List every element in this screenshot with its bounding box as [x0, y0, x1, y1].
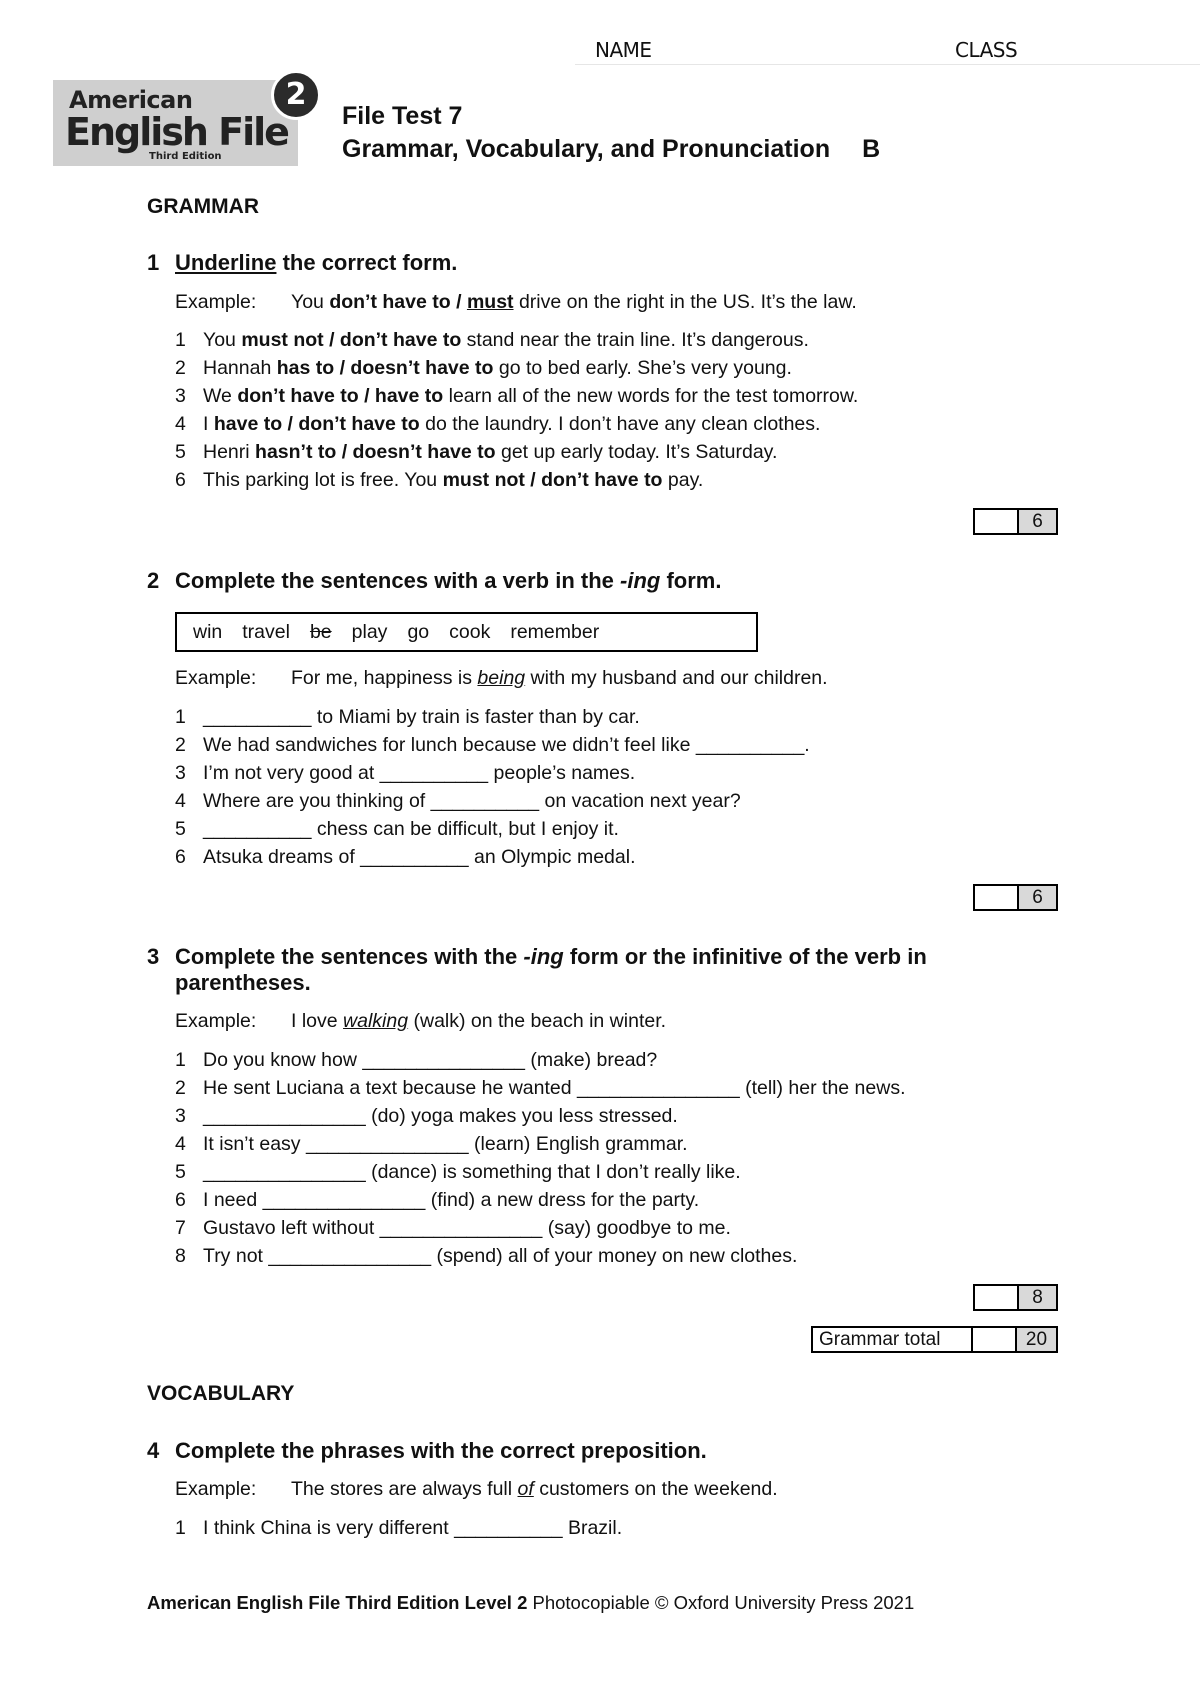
list-item	[175, 1217, 731, 1240]
item-pre: Hannah	[203, 357, 277, 379]
item-text[interactable]: I think China is very different __________ Brazil.	[203, 1517, 623, 1539]
test-title: File Test 7	[342, 102, 463, 130]
instruction-text: Complete the sentences with a verb in the	[175, 568, 620, 593]
item-options[interactable]: must not / don’t have to	[442, 469, 663, 491]
item-number: 2	[175, 1077, 186, 1099]
word-bank-item: remember	[510, 621, 600, 643]
item-number: 6	[175, 1189, 186, 1211]
grammar-total-max: 20	[1017, 1328, 1056, 1351]
example-answer: being	[477, 667, 526, 689]
item-number: 1	[175, 706, 186, 728]
vocabulary-heading: VOCABULARY	[147, 1382, 295, 1405]
question-1-instruction	[147, 250, 457, 276]
item-text[interactable]: __________ chess can be difficult, but I enjoy it.	[203, 818, 619, 840]
instruction-ing: -ing	[523, 944, 564, 969]
example-separator: /	[450, 291, 467, 313]
item-number: 3	[175, 385, 186, 407]
question-number: 1	[147, 250, 160, 275]
score-max: 6	[1019, 886, 1056, 909]
item-number: 5	[175, 441, 186, 463]
question-4-instruction	[147, 1438, 707, 1464]
item-number: 4	[175, 413, 186, 435]
item-number: 2	[175, 734, 186, 756]
list-item	[175, 1245, 797, 1268]
item-number: 3	[175, 1105, 186, 1127]
underline-word: Underline	[175, 250, 277, 275]
score-entry[interactable]	[975, 1286, 1019, 1309]
item-pre: You	[203, 329, 242, 351]
item-text[interactable]: _______________ (dance) is something that I don’t really like.	[203, 1161, 741, 1183]
list-item	[175, 413, 820, 436]
example-pre: I love	[291, 1010, 344, 1032]
item-text[interactable]: Do you know how _______________ (make) bread?	[203, 1049, 658, 1071]
score-entry[interactable]	[975, 510, 1019, 533]
list-item	[175, 818, 619, 841]
instruction-text-end: form.	[660, 568, 722, 593]
item-text[interactable]: I need _______________ (find) a new dress for the party.	[203, 1189, 700, 1211]
total-entry[interactable]	[973, 1328, 1017, 1351]
item-number: 5	[175, 818, 186, 840]
list-item	[175, 790, 741, 813]
question-2-instruction	[147, 568, 721, 594]
item-number: 5	[175, 1161, 186, 1183]
item-number: 8	[175, 1245, 186, 1267]
item-text[interactable]: _______________ (do) yoga makes you less stressed.	[203, 1105, 678, 1127]
grammar-total-box	[811, 1326, 1058, 1353]
list-item	[175, 734, 810, 757]
list-item	[175, 1105, 678, 1128]
example-post: drive on the right in the US. It’s the law.	[513, 291, 857, 313]
question-3-instruction	[147, 944, 927, 996]
item-number: 4	[175, 1133, 186, 1155]
example-answer: walking	[343, 1010, 409, 1032]
score-entry[interactable]	[975, 886, 1019, 909]
instruction-text-line2: parentheses.	[175, 970, 311, 995]
footer-title: American English File Third Edition Level 2	[147, 1592, 528, 1613]
item-text[interactable]: I’m not very good at __________ people’s names.	[203, 762, 636, 784]
item-post: go to bed early. She’s very young.	[493, 357, 792, 379]
item-options[interactable]: hasn’t to / doesn’t have to	[255, 441, 496, 463]
list-item	[175, 1077, 906, 1100]
question-number: 4	[147, 1438, 160, 1463]
item-number: 1	[175, 329, 186, 351]
american-english-file-logo	[53, 77, 307, 166]
question-number: 3	[147, 944, 160, 969]
subtitle-text: Grammar, Vocabulary, and Pronunciation	[342, 135, 831, 163]
question-1-example	[175, 291, 857, 314]
item-number: 6	[175, 846, 186, 868]
item-text[interactable]: It isn’t easy _______________ (learn) English grammar.	[203, 1133, 688, 1155]
question-number: 2	[147, 568, 160, 593]
example-pre: For me, happiness is	[291, 667, 478, 689]
word-bank-item: travel	[242, 621, 290, 643]
logo-line1: American	[69, 86, 193, 114]
item-pre: This parking lot is free. You	[203, 469, 443, 491]
grammar-total-label: Grammar total	[813, 1328, 973, 1351]
item-post: learn all of the new words for the test tomorrow.	[443, 385, 859, 407]
item-text[interactable]: Where are you thinking of __________ on vacation next year?	[203, 790, 741, 812]
list-item	[175, 846, 636, 869]
example-pre: The stores are always full	[291, 1478, 518, 1500]
logo-level-badge: 2	[271, 70, 321, 120]
example-label: Example:	[175, 1010, 257, 1032]
question-1-score-box	[973, 508, 1058, 535]
item-number: 7	[175, 1217, 186, 1239]
item-post: pay.	[662, 469, 704, 491]
logo-line3: Third Edition	[149, 151, 222, 162]
item-options[interactable]: has to / doesn’t have to	[276, 357, 494, 379]
example-post: (walk) on the beach in winter.	[408, 1010, 667, 1032]
item-options[interactable]: don’t have to / have to	[237, 385, 444, 407]
word-bank	[175, 612, 758, 652]
item-text[interactable]: He sent Luciana a text because he wanted _______________ (tell) her the news.	[203, 1077, 906, 1099]
logo-line2: English File	[65, 110, 288, 154]
example-label: Example:	[175, 667, 257, 689]
footer-copyright: Photocopiable © Oxford University Press 2021	[527, 1592, 915, 1613]
word-bank-item: win	[193, 621, 223, 643]
list-item	[175, 1049, 657, 1072]
item-post: do the laundry. I don’t have any clean clothes.	[419, 413, 821, 435]
score-max: 8	[1019, 1286, 1056, 1309]
item-text[interactable]: We had sandwiches for lunch because we didn’t feel like __________.	[203, 734, 810, 756]
item-number: 1	[175, 1517, 186, 1539]
list-item	[175, 1161, 741, 1184]
question-3-example	[175, 1010, 666, 1033]
item-post: stand near the train line. It’s dangerous.	[461, 329, 809, 351]
list-item	[175, 706, 640, 729]
example-post: with my husband and our children.	[525, 667, 828, 689]
example-option-1: don’t have to	[329, 291, 451, 313]
instruction-text: the correct form.	[276, 250, 458, 275]
page-footer	[147, 1592, 914, 1614]
word-bank-item: play	[351, 621, 388, 643]
list-item	[175, 329, 809, 352]
example-answer: of	[517, 1478, 534, 1500]
instruction-text-end: form or the infinitive of the verb in	[563, 944, 927, 969]
item-number: 4	[175, 790, 186, 812]
grammar-heading: GRAMMAR	[147, 195, 259, 218]
example-label: Example:	[175, 1478, 257, 1500]
item-text[interactable]: Try not _______________ (spend) all of your money on new clothes.	[203, 1245, 798, 1267]
item-pre: We	[203, 385, 238, 407]
class-label: CLASS	[955, 38, 1018, 62]
list-item	[175, 1517, 622, 1540]
item-options[interactable]: must not / don’t have to	[241, 329, 462, 351]
item-post: get up early today. It’s Saturday.	[495, 441, 778, 463]
item-number: 6	[175, 469, 186, 491]
list-item	[175, 762, 635, 785]
list-item	[175, 441, 777, 464]
item-number: 1	[175, 1049, 186, 1071]
list-item	[175, 469, 703, 492]
list-item	[175, 385, 858, 408]
test-version: B	[862, 135, 881, 163]
question-3-score-box	[973, 1284, 1058, 1311]
item-pre: I	[203, 413, 214, 435]
score-max: 6	[1019, 510, 1056, 533]
question-2-score-box	[973, 884, 1058, 911]
question-2-example	[175, 667, 828, 690]
list-item	[175, 1133, 688, 1156]
item-options[interactable]: have to / don’t have to	[213, 413, 420, 435]
instruction-text: Complete the phrases with the correct preposition.	[175, 1438, 707, 1463]
item-number: 2	[175, 357, 186, 379]
instruction-text: Complete the sentences with the	[175, 944, 524, 969]
word-bank-item: go	[407, 621, 430, 643]
word-bank-item-used: be	[309, 621, 332, 643]
example-post: customers on the weekend.	[533, 1478, 778, 1500]
student-info-bar	[575, 34, 1200, 65]
example-option-2: must	[466, 291, 514, 313]
word-bank-item: cook	[449, 621, 491, 643]
name-label: NAME	[595, 38, 652, 62]
question-4-example	[175, 1478, 778, 1501]
item-text[interactable]: Atsuka dreams of __________ an Olympic medal.	[203, 846, 636, 868]
instruction-ing: -ing	[620, 568, 661, 593]
list-item	[175, 357, 792, 380]
item-text[interactable]: __________ to Miami by train is faster than by car.	[203, 706, 640, 728]
item-number: 3	[175, 762, 186, 784]
test-subtitle	[342, 135, 880, 164]
item-pre: Henri	[203, 441, 256, 463]
example-label: Example:	[175, 291, 257, 313]
list-item	[175, 1189, 699, 1212]
item-text[interactable]: Gustavo left without _______________ (say) goodbye to me.	[203, 1217, 731, 1239]
example-pre: You	[291, 291, 330, 313]
